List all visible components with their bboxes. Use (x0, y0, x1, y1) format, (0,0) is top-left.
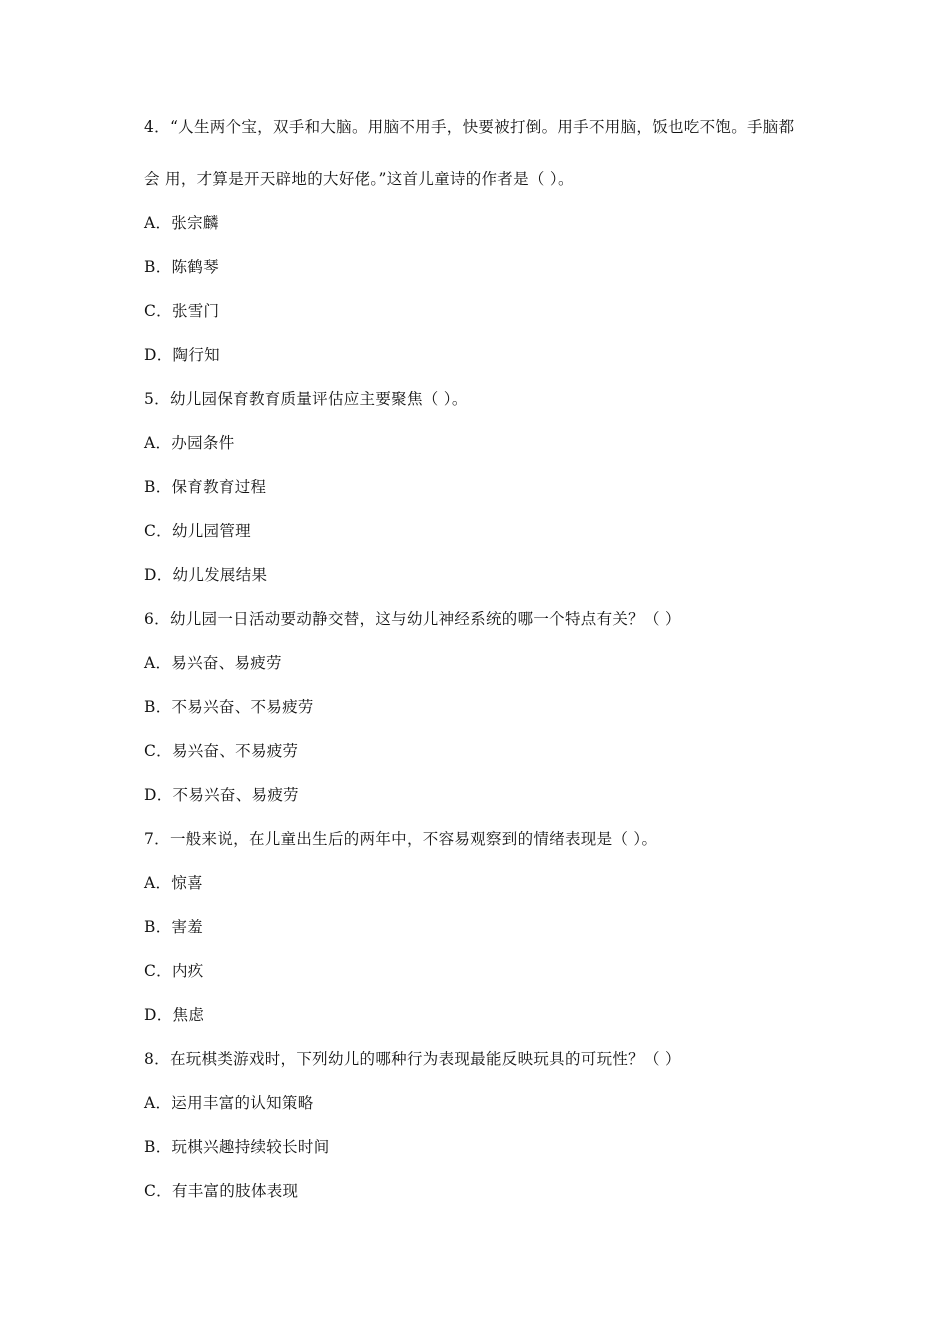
question-8-option-b: B．玩棋兴趣持续较长时间 (144, 1138, 330, 1156)
question-4-option-a: A．张宗麟 (144, 214, 219, 232)
question-8-option-a: A．运用丰富的认知策略 (144, 1094, 314, 1112)
question-4-stem-line-2: 会 用，才算是开天辟地的大好佬。”这首儿童诗的作者是（ ）。 (144, 170, 574, 188)
question-6-stem: 6．幼儿园一日活动要动静交替，这与幼儿神经系统的哪一个特点有关？（ ） (144, 610, 681, 628)
question-8-stem: 8．在玩棋类游戏时，下列幼儿的哪种行为表现最能反映玩具的可玩性？（ ） (144, 1050, 681, 1068)
question-4-option-c: C．张雪门 (144, 302, 220, 320)
question-5-option-a: A．办园条件 (144, 434, 235, 452)
question-6-option-a: A．易兴奋、易疲劳 (144, 654, 282, 672)
question-5-option-d: D．幼儿发展结果 (144, 566, 268, 584)
question-4-stem-line-1: 4．“人生两个宝，双手和大脑。用脑不用手，快要被打倒。用手不用脑，饭也吃不饱。手脑都 (144, 118, 795, 136)
question-7-option-d: D．焦虑 (144, 1006, 205, 1024)
question-6-option-d: D．不易兴奋、易疲劳 (144, 786, 299, 804)
question-6-option-b: B．不易兴奋、不易疲劳 (144, 698, 314, 716)
question-5-option-b: B．保育教育过程 (144, 478, 267, 496)
question-7-option-b: B．害羞 (144, 918, 204, 936)
question-7-option-a: A．惊喜 (144, 874, 203, 892)
question-4-option-b: B．陈鹤琴 (144, 258, 219, 276)
question-5-stem: 5．幼儿园保育教育质量评估应主要聚焦（ ）。 (144, 390, 468, 408)
question-6-option-c: C．易兴奋、不易疲劳 (144, 742, 299, 760)
question-5-option-c: C．幼儿园管理 (144, 522, 251, 540)
question-7-stem: 7．一般来说，在儿童出生后的两年中，不容易观察到的情绪表现是（ ）。 (144, 830, 658, 848)
question-7-option-c: C．内疚 (144, 962, 204, 980)
question-4-option-d: D．陶行知 (144, 346, 220, 364)
question-8-option-c: C．有丰富的肢体表现 (144, 1182, 299, 1200)
